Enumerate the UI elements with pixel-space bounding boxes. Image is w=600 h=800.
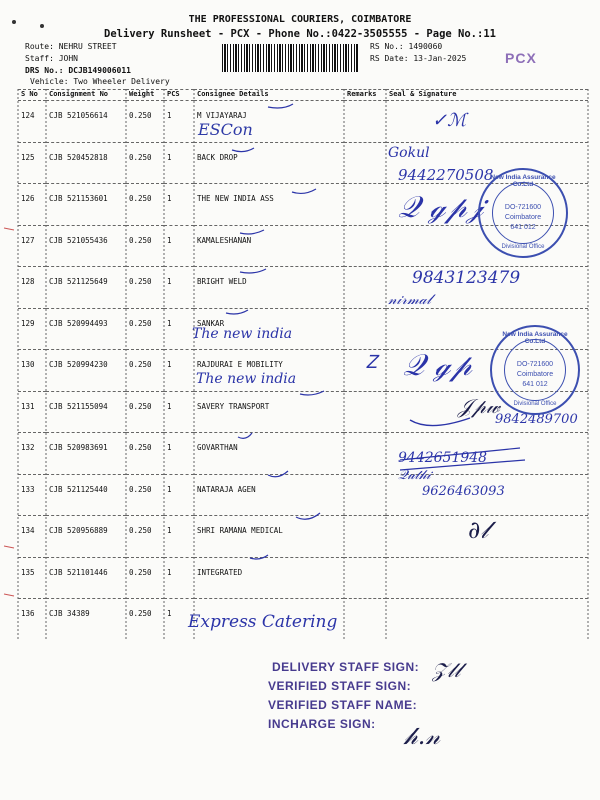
cell-weight: 0.250: [126, 267, 164, 309]
cell-consignee: SAVERY TRANSPORT: [194, 391, 344, 433]
incharge-sign-label: INCHARGE SIGN:: [268, 717, 376, 731]
cell-sno: 135: [18, 557, 46, 599]
cell-weight: 0.250: [126, 142, 164, 184]
cell-pcs: 1: [164, 101, 194, 143]
seal-name: New India Assurance Co.Ltd: [502, 331, 568, 345]
handwritten-new-india-130: The new india: [192, 326, 293, 342]
cell-consignee: KAMALESHANAN: [194, 225, 344, 267]
company-seal: [490, 325, 580, 415]
cell-consignee: THE NEW INDIA ASS: [194, 184, 344, 226]
cell-consignee: INTEGRATED: [194, 557, 344, 599]
cell-sno: 134: [18, 516, 46, 558]
cell-consignee: M VIJAYARAJ: [194, 101, 344, 143]
vehicle-label: Vehicle: Two Wheeler Delivery: [30, 77, 170, 86]
seal-code: DO-721600: [504, 204, 542, 211]
cell-pcs: 1: [164, 225, 194, 267]
handwritten-new-india-131: The new india: [196, 371, 297, 387]
runsheet-subtitle: Delivery Runsheet - PCX - Phone No.:0422-3505555 - Page No.:11: [104, 28, 496, 40]
drs-number: DRS No.: DCJB149006011: [25, 66, 131, 75]
cell-weight: 0.250: [126, 433, 164, 475]
cell-consignment: CJB 521101446: [46, 557, 126, 599]
cell-consignment: CJB 520994230: [46, 350, 126, 392]
handwritten-gokul: Gokul: [388, 145, 430, 161]
cell-consignment: CJB 520452818: [46, 142, 126, 184]
col-header-remarks: Remarks: [344, 90, 386, 101]
handwritten-phone-125: 9442270508: [398, 166, 494, 184]
cell-weight: 0.250: [126, 350, 164, 392]
seal-code: DO-721600: [516, 361, 554, 368]
cell-consignment: CJB 521055436: [46, 225, 126, 267]
cell-consignment: CJB 521056614: [46, 101, 126, 143]
seal-name: New India Assurance Co.Ltd: [490, 174, 556, 188]
seal-office: Divisional Office: [501, 244, 545, 250]
cell-consignment: CJB 521125649: [46, 267, 126, 309]
col-header-weight: Weight: [126, 90, 164, 101]
cell-weight: 0.250: [126, 225, 164, 267]
signature-131: 𝒥𝓅𝓌: [458, 394, 500, 418]
company-seal: [478, 168, 568, 258]
cell-sno: 124: [18, 101, 46, 143]
company-title: THE PROFESSIONAL COURIERS, COIMBATORE: [188, 14, 412, 25]
cell-pcs: 1: [164, 391, 194, 433]
cell-pcs: 1: [164, 142, 194, 184]
handwritten-phone-128: 9843123479: [412, 268, 521, 288]
signature-128: 𝓃𝒾𝓇𝓂𝒶𝓁: [388, 292, 432, 308]
remark-mark-130: Ꮓ: [366, 352, 378, 373]
col-header-sno: S No: [18, 90, 46, 101]
handwritten-phone-132: 9842489700: [495, 412, 578, 427]
cell-consignment: CJB 521125440: [46, 474, 126, 516]
cell-sno: 125: [18, 142, 46, 184]
seal-city: Coimbatore: [516, 371, 554, 378]
cell-weight: 0.250: [126, 391, 164, 433]
seal-city: Coimbatore: [504, 214, 542, 221]
verified-staff-sign-label: VERIFIED STAFF SIGN:: [268, 679, 412, 693]
pcx-stamp: PCX: [505, 50, 537, 66]
handwritten-phone-133: 9442651948: [398, 450, 488, 466]
cell-consignment: CJB 521153601: [46, 184, 126, 226]
col-header-pcs: PCS: [164, 90, 194, 101]
cell-consignment: CJB 520956889: [46, 516, 126, 558]
cell-weight: 0.250: [126, 557, 164, 599]
cell-consignment: CJB 34389: [49, 609, 90, 618]
cell-consignee: BRIGHT WELD: [194, 267, 344, 309]
handwritten-express-catering: Express Catering: [188, 612, 338, 632]
handwritten-name-133: 𝒬𝓊𝓉𝒽𝒾: [398, 468, 431, 483]
cell-sno: 133: [18, 474, 46, 516]
cell-consignment: CJB 520994493: [46, 308, 126, 350]
cell-weight: 0.250: [126, 474, 164, 516]
cell-consignee: BACK DROP: [194, 142, 344, 184]
cell-sno: 127: [18, 225, 46, 267]
cell-sno: 131: [18, 391, 46, 433]
incharge-signature: 𝒽.𝓃: [404, 722, 441, 750]
signature-126: 𝒬 ℊ𝓅𝒿: [398, 190, 484, 225]
cell-pcs: 1: [164, 350, 194, 392]
verified-staff-name-label: VERIFIED STAFF NAME:: [268, 698, 418, 712]
cell-pcs: 1: [164, 267, 194, 309]
cell-weight: 0.250: [126, 184, 164, 226]
cell-consignee: SHRI RAMANA MEDICAL: [194, 516, 344, 558]
cell-pcs: 1: [164, 474, 194, 516]
handwritten-escon: ESCon: [198, 120, 253, 139]
cell-sno: 136: [21, 609, 35, 618]
cell-sno: 130: [18, 350, 46, 392]
cell-pcs: 1: [164, 184, 194, 226]
cell-weight: 0.250: [126, 308, 164, 350]
cell-sno: 132: [18, 433, 46, 475]
cell-consignee: NATARAJA AGEN: [194, 474, 344, 516]
cell-pcs: 1: [164, 516, 194, 558]
col-header-consignee: Consignee Details: [194, 90, 344, 101]
col-header-seal-signature: Seal & Signature: [386, 90, 588, 101]
cell-weight: 0.250: [126, 101, 164, 143]
delivery-staff-sign-label: DELIVERY STAFF SIGN:: [272, 660, 420, 674]
cell-consignee: GOVARTHAN: [194, 433, 344, 475]
rs-number: RS No.: 1490060: [370, 42, 443, 51]
cell-pcs: 1: [164, 433, 194, 475]
signature-130: 𝒬 ℊ𝓅: [403, 348, 472, 383]
cell-consignment: CJB 521155094: [46, 391, 126, 433]
signature-124: ✓ℳ: [432, 110, 467, 131]
cell-consignee: RAJDURAI E MOBILITY: [194, 350, 344, 392]
seal-pin: 641 012: [510, 224, 536, 231]
signature-134: ∂𝓁: [468, 516, 489, 544]
handwritten-phone-133b: 9626463093: [422, 484, 505, 499]
rs-date: RS Date: 13-Jan-2025: [370, 54, 467, 63]
cell-pcs: 1: [164, 308, 194, 350]
col-header-consignment: Consignment No: [46, 90, 126, 101]
route-label: Route: NEHRU STREET: [25, 42, 117, 51]
seal-pin: 641 012: [522, 381, 548, 388]
staff-label: Staff: JOHN: [25, 54, 78, 63]
cell-pcs: 1: [167, 609, 172, 618]
cell-weight: 0.250: [126, 516, 164, 558]
seal-office: Divisional Office: [513, 401, 557, 407]
delivery-staff-signature: 𝒵𝓁𝓁: [432, 658, 461, 682]
cell-consignee: SANKAR: [194, 308, 344, 350]
cell-weight: 0.250: [129, 609, 152, 618]
cell-sno: 126: [18, 184, 46, 226]
cell-consignment: CJB 520983691: [46, 433, 126, 475]
cell-pcs: 1: [164, 557, 194, 599]
cell-sno: 128: [18, 267, 46, 309]
cell-sno: 129: [18, 308, 46, 350]
